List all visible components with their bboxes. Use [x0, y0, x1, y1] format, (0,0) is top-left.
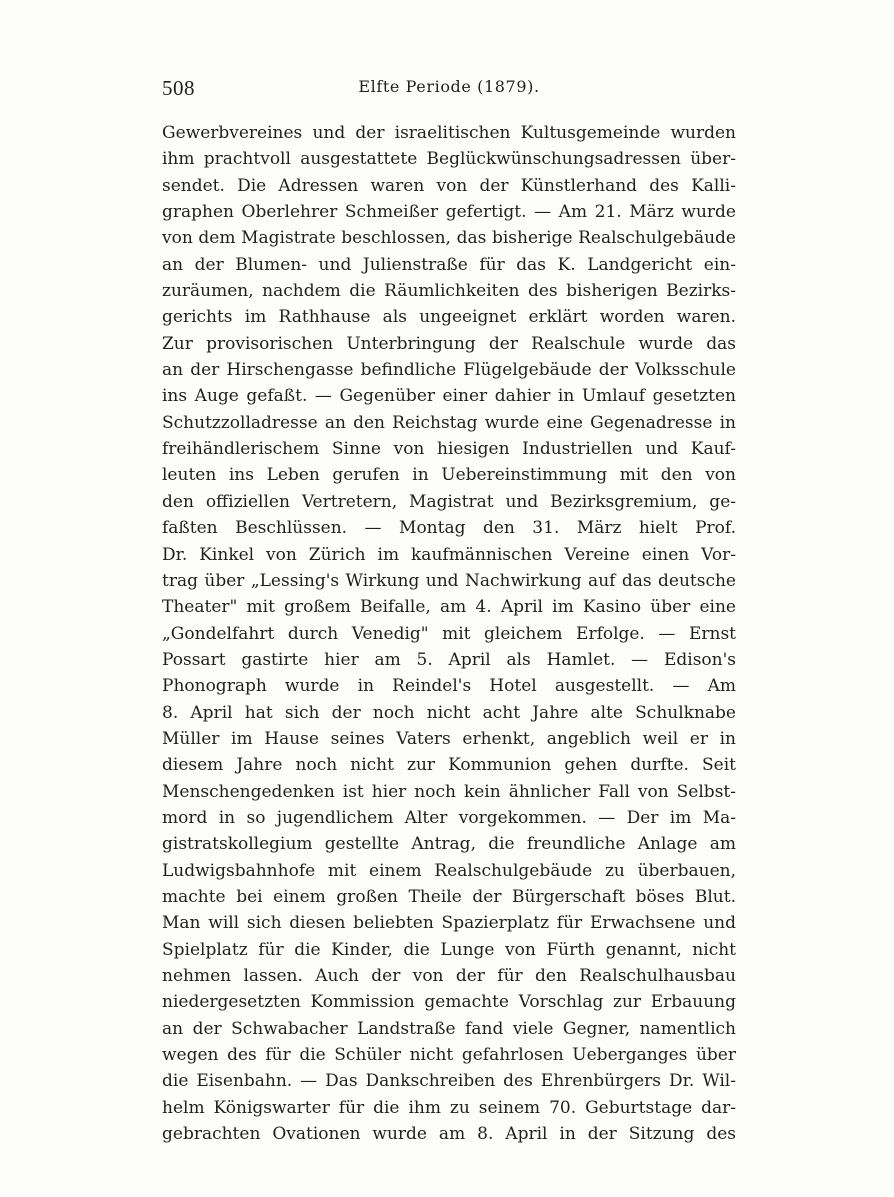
- text-line: wegen des für die Schüler nicht gefahrlosen Ueberganges über: [162, 1045, 736, 1066]
- text-line: Spielplatz für die Kinder, die Lunge von Fürth genannt, nicht: [162, 939, 736, 960]
- text-line: zuräumen, nachdem die Räumlichkeiten des bisherigen Bezirks-: [162, 281, 736, 302]
- text-line: „Gondelfahrt durch Venedig" mit gleichem Erfolge. — Ernst: [162, 623, 736, 644]
- text-line: an der Hirschengasse befindliche Flügelgebäude der Volksschule: [162, 360, 736, 381]
- page-header: [162, 76, 736, 102]
- text-line: Phonograph wurde in Reindel's Hotel ausgestellt. — Am: [162, 676, 736, 697]
- text-line: Dr. Kinkel von Zürich im kaufmännischen Vereine einen Vor-: [162, 544, 736, 565]
- text-line: Possart gastirte hier am 5. April als Hamlet. — Edison's: [162, 649, 736, 670]
- text-line: den offiziellen Vertretern, Magistrat und Bezirksgremium, ge-: [162, 491, 736, 512]
- text-line: nehmen lassen. Auch der von der für den Realschulhausbau: [162, 966, 736, 986]
- text-line: an der Blumen- und Julienstraße für das K. Landgericht ein-: [162, 254, 736, 275]
- running-title: Elfte Periode (1879).: [358, 77, 540, 96]
- text-line: trag über „Lessing's Wirkung und Nachwirkung auf das deutsche: [162, 570, 736, 591]
- text-line: ihm prachtvoll ausgestattete Beglückwünschungsadressen über-: [162, 149, 736, 170]
- page-number: 508: [162, 76, 195, 100]
- text-line: sendet. Die Adressen waren von der Künstlerhand des Kalli-: [162, 175, 736, 196]
- body-text: [162, 120, 736, 1147]
- text-line: faßten Beschlüssen. — Montag den 31. März hielt Prof.: [162, 518, 736, 539]
- text-line: Theater" mit großem Beifalle, am 4. April im Kasino über eine: [162, 597, 736, 618]
- text-line: Ludwigsbahnhofe mit einem Realschulgebäude zu überbauen,: [162, 860, 736, 881]
- text-line: gistratskollegium gestellte Antrag, die freundliche Anlage am: [162, 834, 736, 855]
- text-line: Zur provisorischen Unterbringung der Realschule wurde das: [162, 333, 736, 354]
- text-line: von dem Magistrate beschlossen, das bisherige Realschulgebäude: [162, 228, 736, 249]
- text-line: Gewerbvereines und der israelitischen Kultusgemeinde wurden: [162, 123, 736, 143]
- text-line: mord in so jugendlichem Alter vorgekommen. — Der im Ma-: [162, 807, 736, 828]
- text-line: 8. April hat sich der noch nicht acht Jahre alte Schulknabe: [162, 702, 736, 723]
- text-line: Man will sich diesen beliebten Spazierplatz für Erwachsene und: [162, 913, 736, 934]
- text-line: an der Schwabacher Landstraße fand viele Gegner, namentlich: [162, 1018, 736, 1039]
- text-line: Müller im Hause seines Vaters erhenkt, angeblich weil er in: [162, 728, 736, 749]
- text-line: Schutzzolladresse an den Reichstag wurde eine Gegenadresse in: [162, 412, 736, 433]
- text-line: Menschengedenken ist hier noch kein ähnlicher Fall von Selbst-: [162, 781, 736, 802]
- text-line: helm Königswarter für die ihm zu seinem 70. Geburtstage dar-: [162, 1097, 736, 1118]
- text-line: freihändlerischem Sinne von hiesigen Industriellen und Kauf-: [162, 439, 736, 460]
- text-line: graphen Oberlehrer Schmeißer gefertigt. — Am 21. März wurde: [162, 202, 736, 223]
- text-line: diesem Jahre noch nicht zur Kommunion gehen durfte. Seit: [162, 755, 736, 776]
- text-line: niedergesetzten Kommission gemachte Vorschlag zur Erbauung: [162, 992, 736, 1013]
- text-line: die Eisenbahn. — Das Dankschreiben des Ehrenbürgers Dr. Wil-: [162, 1071, 736, 1092]
- text-line: gerichts im Rathhause als ungeeignet erklärt worden waren.: [162, 307, 736, 328]
- text-line: machte bei einem großen Theile der Bürgerschaft böses Blut.: [162, 886, 736, 907]
- text-line: ins Auge gefaßt. — Gegenüber einer dahier in Umlauf gesetzten: [162, 386, 736, 407]
- text-line: gebrachten Ovationen wurde am 8. April in der Sitzung des: [162, 1124, 736, 1145]
- text-line: leuten ins Leben gerufen in Uebereinstimmung mit den von: [162, 465, 736, 486]
